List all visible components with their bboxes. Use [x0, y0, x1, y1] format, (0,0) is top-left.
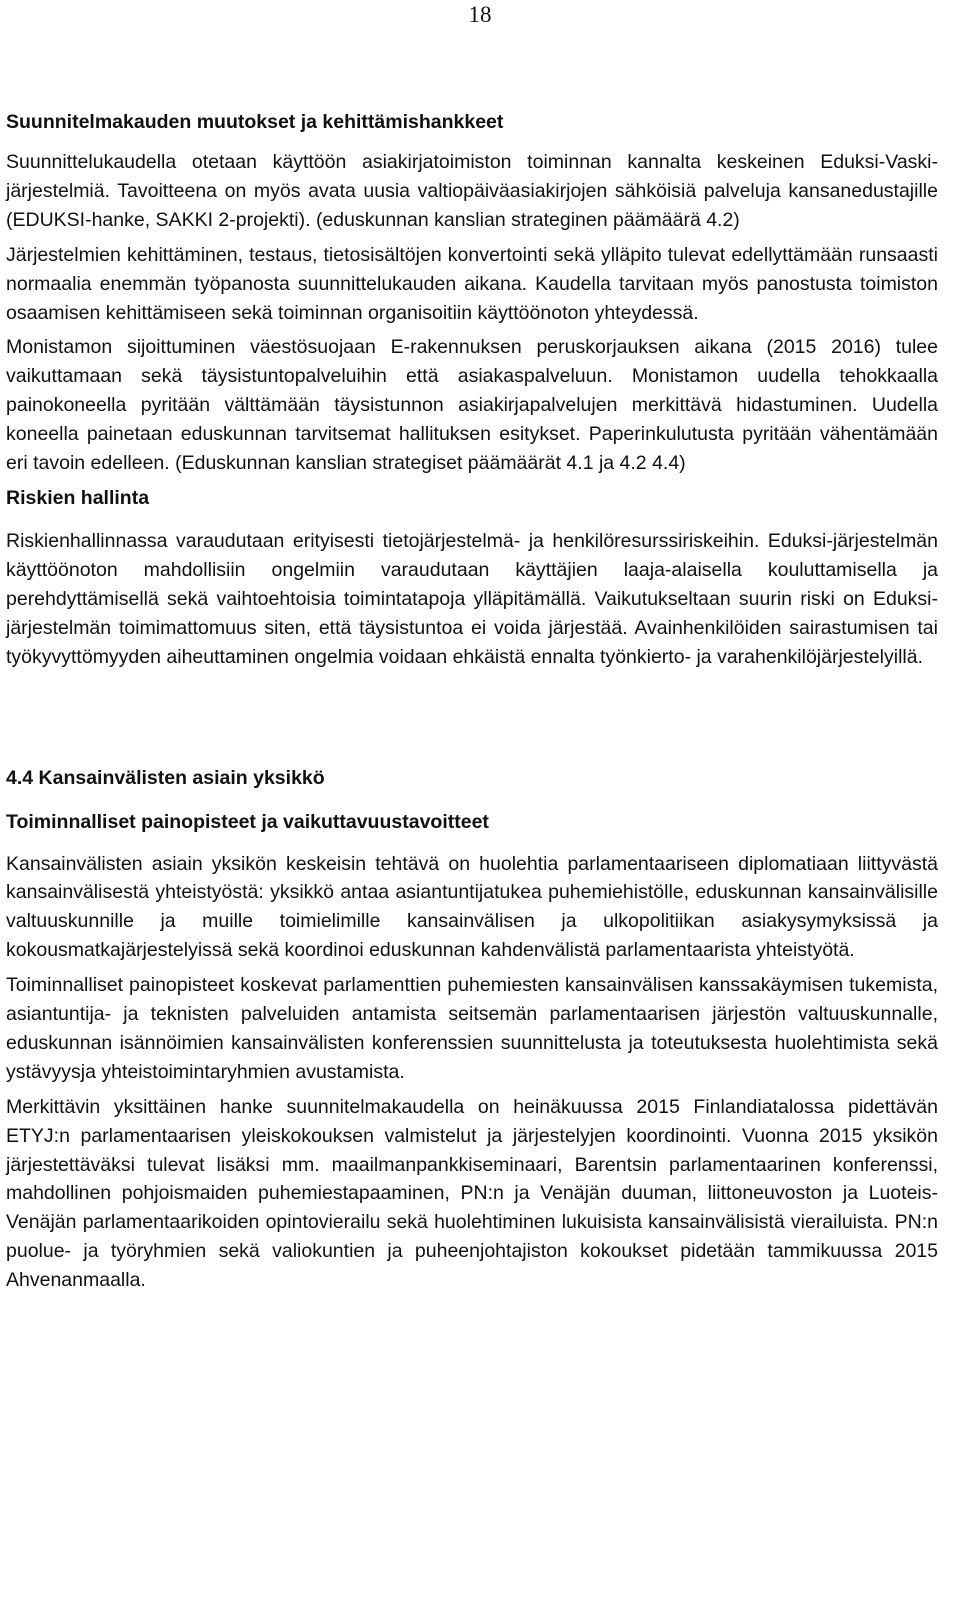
section-heading-plan-changes: Suunnitelmakauden muutokset ja kehittämishankkeet: [6, 111, 504, 133]
document-body: [6, 108, 938, 1295]
paragraph: Toiminnalliset painopisteet koskevat parlamenttien puhemiesten kansainvälisen kanssakäymisen tukemista, asiantuntija- ja teknisten palveluiden antamista seitsemän parlamentaarisen järjestön valtuuskunnalle, eduskunnan isännöimien kansainvälisten konferenssien suunnittelusta ja toteutuksesta huolehtimista sekä ystävyysja yhteistoimintaryhmien avustamista.: [6, 974, 938, 1083]
paragraph: Riskienhallinnassa varaudutaan erityisesti tietojärjestelmä- ja henkilöresurssiriskeihin. Eduksi-järjestelmän käyttöönoton mahdollisiin ongelmiin varaudutaan käyttäjien laaja-alaisella kouluttamisella ja perehdyttämisellä sekä vaihtoehtoisia toimintatapoja ylläpitämällä. Vaikutukseltaan suurin riski on Eduksi-järjestelmän toimimattomuus siten, että täysistuntoa ei voida järjestää. Avainhenkilöiden sairastumisen tai työkyvyttömyyden aiheuttaminen ongelmia voidaan ehkäistä ennalta työnkierto- ja varahenkilöjärjestelyillä.: [6, 529, 938, 668]
subheading-goals: Toiminnalliset painopisteet ja vaikuttavuustavoitteet: [6, 810, 489, 833]
chapter-heading-international: 4.4 Kansainvälisten asiain yksikkö: [6, 766, 325, 789]
paragraph: Suunnittelukaudella otetaan käyttöön asiakirjatoimiston toiminnan kannalta keskeinen Eduksi-Vaski-järjestelmiä. Tavoitteena on myös avata uusia valtiopäiväasiakirjojen sähköisiä palveluja kansanedustajille (EDUKSI-hanke, SAKKI 2-projekti). (eduskunnan kanslian strateginen päämäärä 4.2): [6, 151, 938, 231]
paragraph: Kansainvälisten asiain yksikön keskeisin tehtävä on huolehtia parlamentaariseen diplomatiaan liittyvästä kansainvälisestä yhteistyöstä: yksikkö antaa asiantuntijatukea puhemiehistölle, eduskunnan kansainvälisille valtuuskunnille ja muille toimielimille kansainvälisen ja ulkopolitiikan asiakysymyksissä ja kokousmatkajärjestelyissä sekä koordinoi eduskunnan kahdenvälistä parlamentaarista yhteistyötä.: [6, 852, 938, 962]
paragraph: Monistamon sijoittuminen väestösuojaan E-rakennuksen peruskorjauksen aikana (2015 2016) tulee vaikuttamaan sekä täysistuntopalveluihin että asiakaspalveluun. Monistamon uudella tehokkaalla painokoneella pyritään välttämään täysistunnon asiakirjapalvelujen merkittävä hidastuminen. Uudella koneella painetaan eduskunnan tarvitsemat hallituksen esitykset. Paperinkulutusta pyritään vähentämään eri tavoin edelleen. (Eduskunnan kanslian strategiset päämäärät 4.1 ja 4.2 4.4): [6, 336, 938, 475]
section-heading-risk: Riskien hallinta: [6, 486, 150, 509]
paragraph: Järjestelmien kehittäminen, testaus, tietosisältöjen konvertointi sekä ylläpito tulevat edellyttämään runsaasti normaalia enemmän työpanosta suunnittelukauden aikana. Kaudella tarvitaan myös panostusta toimiston osaamisen kehittämiseen sekä toiminnan organisoitiin käyttöönoton yhteydessä.: [6, 243, 938, 324]
page-number: 18: [468, 2, 492, 27]
paragraph: Merkittävin yksittäinen hanke suunnitelmakaudella on heinäkuussa 2015 Finlandiatalossa pidettävän ETYJ:n parlamentaarisen yleiskokouksen valmistelut ja järjestelyjen koordinointi. Vuonna 2015 yksikön järjestettäväksi tulevat lisäksi mm. maailmanpankkiseminaari, Barentsin parlamentaarinen konferenssi, mahdollinen pohjoismaiden puhemiestapaaminen, PN:n ja Venäjän duuman, liittoneuvoston ja Luoteis-Venäjän parlamentaarikoiden opintovierailu sekä huolehtiminen lukuisista kansainvälisistä vierailuista. PN:n puolue- ja työryhmien sekä valiokuntien ja puheenjohtajiston kokoukset pidetään tammikuussa 2015 Ahvenanmaalla.: [6, 1095, 938, 1292]
